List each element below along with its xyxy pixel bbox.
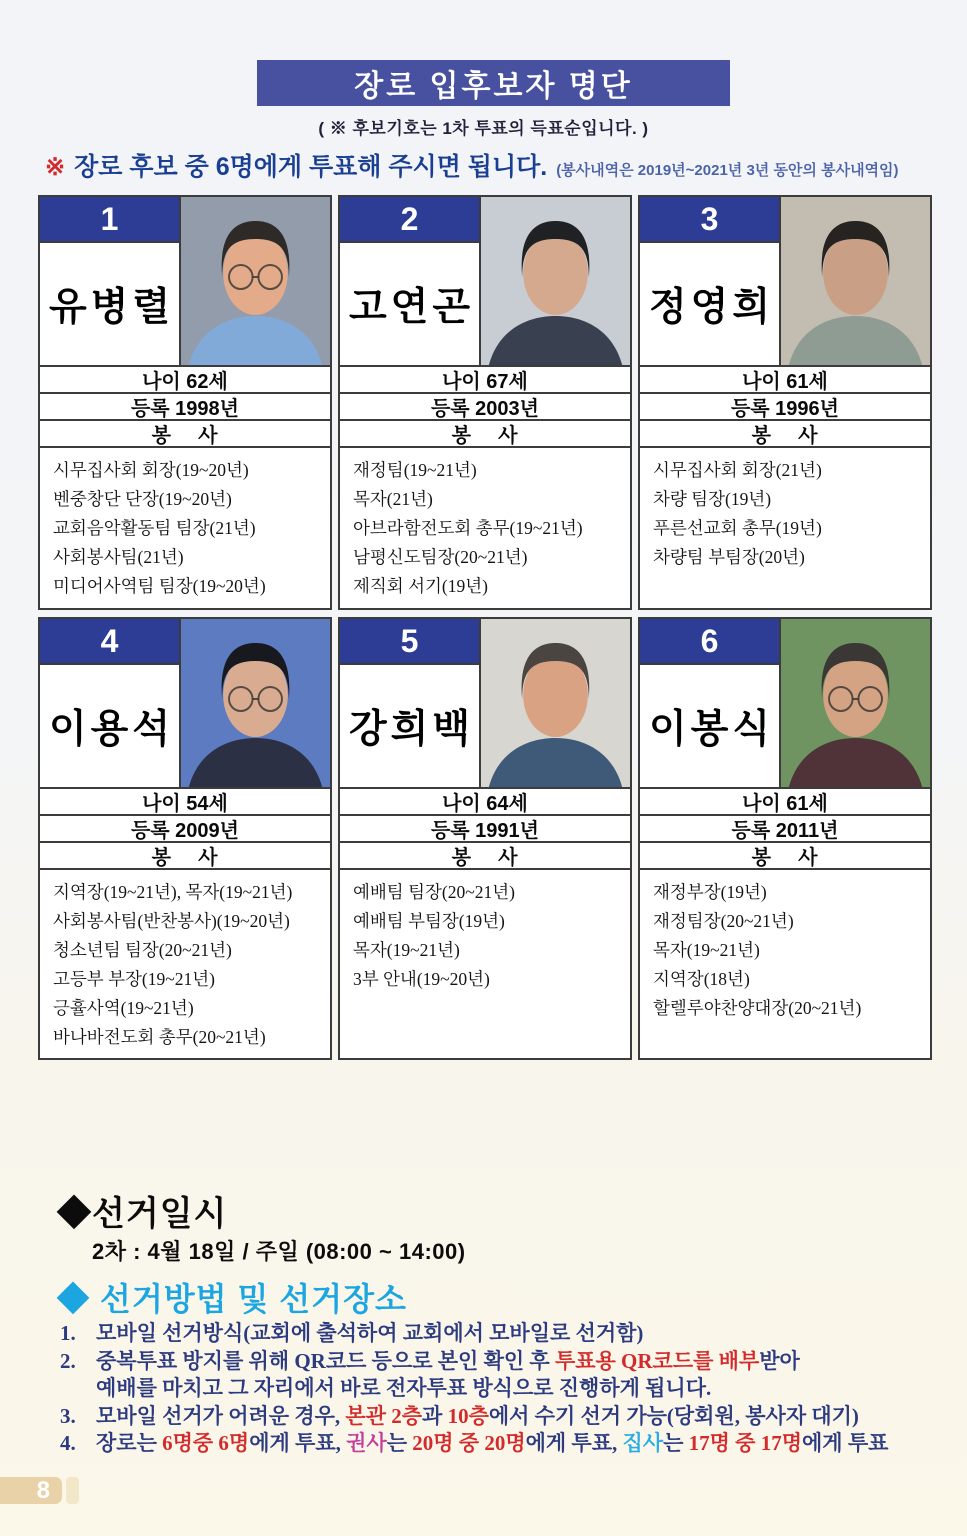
candidate-name: 유병렬 [48, 286, 175, 329]
candidate-photo [481, 197, 630, 365]
candidate-number: 3 [700, 200, 719, 237]
service-item: 지역장(19~21년), 목자(19~21년) [53, 882, 293, 902]
page-title: 장로 입후보자 명단 [354, 70, 633, 103]
service-header: 봉 사 [340, 841, 630, 868]
person-photo-placeholder-icon [181, 197, 330, 365]
candidate-registration: 등록 1996년 [640, 392, 930, 419]
note-line [60, 1403, 945, 1431]
voting-instruction [45, 147, 899, 183]
note-number: 3. [60, 1403, 76, 1428]
service-item: 교회음악활동팀 팀장(21년) [53, 518, 256, 538]
candidate-name: 이용석 [48, 708, 175, 751]
voting-instruction-text: 장로 후보 중 6명에게 투표해 주시면 됩니다. [74, 153, 548, 181]
note-text [96, 1430, 945, 1458]
service-header: 봉 사 [640, 419, 930, 446]
note-part: 모바일 선거방식(교회에 출석하여 교회에서 모바일로 선거함) [96, 1321, 644, 1345]
candidate-card-top [340, 197, 630, 365]
candidate-card [638, 617, 932, 1060]
service-item: 푸른선교회 총무(19년) [653, 518, 822, 538]
candidate-card-top [40, 619, 330, 787]
candidate-age: 나이 54세 [40, 787, 330, 814]
candidate-card [38, 195, 332, 610]
note-number: 1. [60, 1321, 76, 1345]
note-part: 받아 [759, 1348, 800, 1373]
candidate-registration: 등록 2003년 [340, 392, 630, 419]
service-item: 재정팀(19~21년) [353, 460, 477, 480]
note-part: 는 [386, 1431, 413, 1455]
election-schedule-detail: 2차 : 4월 18일 / 주일 (08:00 ~ 14:00) [92, 1239, 466, 1264]
service-item: 남평신도팀장(20~21년) [353, 547, 528, 567]
service-item: 아브라함전도회 총무(19~21년) [353, 518, 583, 538]
candidate-photo [481, 619, 630, 787]
candidate-card-top [640, 619, 930, 787]
service-item: 3부 안내(19~20년) [353, 969, 490, 989]
note-line [60, 1430, 945, 1458]
person-photo-placeholder-icon [781, 619, 930, 787]
candidate-number-box [340, 197, 479, 243]
person-photo-placeholder-icon [481, 619, 630, 787]
candidate-card [38, 617, 332, 1060]
candidate-photo [181, 197, 330, 365]
note-part: 장로는 [96, 1431, 163, 1455]
page-subtitle: ( ※ 후보기호는 1차 투표의 득표순입니다. ) [318, 119, 649, 138]
note-part: 예배를 마치고 그 자리에서 바로 전자투표 방식으로 진행하게 됩니다. [96, 1376, 712, 1400]
service-header: 봉 사 [640, 841, 930, 868]
candidate-name: 강희백 [348, 708, 475, 751]
note-text [96, 1403, 945, 1431]
candidate-number-box [340, 619, 479, 665]
note-part: 에게 투표, [249, 1431, 347, 1455]
candidate-photo [781, 197, 930, 365]
service-item: 시무집사회 회장(21년) [653, 460, 822, 480]
service-item: 할렐루야찬양대장(20~21년) [653, 998, 862, 1018]
candidate-registration: 등록 2011년 [640, 814, 930, 841]
candidate-card-left [640, 619, 781, 787]
note-line [60, 1320, 945, 1348]
note-part: 는 [663, 1431, 689, 1455]
service-item: 지역장(18년) [653, 969, 750, 989]
person-photo-placeholder-icon [781, 197, 930, 365]
service-item: 차량팀 부팀장(20년) [653, 547, 805, 567]
note-text [96, 1348, 945, 1376]
service-item: 청소년팀 팀장(20~21년) [53, 940, 232, 960]
note-part: 과 [422, 1403, 448, 1428]
candidate-number-box [40, 619, 179, 665]
candidate-card [338, 617, 632, 1060]
note-part: 권사 [346, 1431, 387, 1455]
note-line [60, 1375, 945, 1403]
candidate-card [638, 195, 932, 610]
candidate-number: 6 [700, 622, 719, 659]
candidate-photo [181, 619, 330, 787]
note-line [60, 1348, 945, 1376]
candidate-card-left [40, 619, 181, 787]
candidate-card-left [340, 197, 481, 365]
person-photo-placeholder-icon [481, 197, 630, 365]
note-part: 투표용 QR코드를 배부 [554, 1348, 760, 1373]
service-item: 재정팀장(20~21년) [653, 911, 794, 931]
note-part: 본관 2층 [345, 1403, 423, 1428]
note-part: 중복투표 방지를 위해 QR코드 등으로 본인 확인 후 [96, 1348, 555, 1373]
candidate-number-box [640, 197, 779, 243]
candidate-number: 5 [400, 622, 419, 659]
note-part: 10층 [447, 1403, 489, 1428]
service-item: 바나바전도회 총무(20~21년) [53, 1027, 266, 1047]
candidate-age: 나이 64세 [340, 787, 630, 814]
note-part: 6명중 6명 [162, 1431, 250, 1455]
candidate-age: 나이 67세 [340, 365, 630, 392]
candidate-name: 정영희 [648, 286, 775, 329]
note-number [60, 1375, 96, 1403]
candidate-registration: 등록 2009년 [40, 814, 330, 841]
service-item: 목자(19~21년) [653, 940, 760, 960]
service-item: 재정부장(19년) [653, 882, 767, 902]
candidate-card-top [40, 197, 330, 365]
candidate-age: 나이 61세 [640, 787, 930, 814]
note-text [96, 1375, 945, 1403]
candidate-number: 2 [400, 200, 419, 237]
candidate-card-top [640, 197, 930, 365]
candidate-grid [38, 195, 932, 1060]
service-item: 목자(21년) [353, 489, 433, 509]
asterisk-mark-icon: ※ [45, 154, 66, 181]
election-method-title: ◆ 선거방법 및 선거장소 [57, 1281, 407, 1317]
note-part: 집사 [622, 1431, 664, 1455]
service-list [640, 868, 930, 1030]
service-list [40, 868, 330, 1058]
note-part: 에게 투표 [802, 1431, 889, 1455]
service-item: 긍휼사역(19~21년) [53, 998, 194, 1018]
service-header: 봉 사 [40, 841, 330, 868]
candidate-name: 고연곤 [348, 286, 475, 329]
candidate-card-top [340, 619, 630, 787]
candidate-card-left [340, 619, 481, 787]
candidate-number-box [640, 619, 779, 665]
candidate-card-left [40, 197, 181, 365]
service-item: 고등부 부장(19~21년) [53, 969, 215, 989]
candidate-name: 이봉식 [648, 708, 775, 751]
candidate-number: 4 [100, 622, 119, 659]
candidate-card-left [640, 197, 781, 365]
page-title-banner [257, 60, 730, 106]
service-header: 봉 사 [340, 419, 630, 446]
diamond-icon: ◆ [57, 1195, 92, 1233]
service-header: 봉 사 [40, 419, 330, 446]
service-item: 시무집사회 회장(19~20년) [53, 460, 249, 480]
service-item: 제직회 서기(19년) [353, 576, 488, 596]
service-list [40, 446, 330, 608]
election-notes [60, 1320, 945, 1458]
service-item: 차량 팀장(19년) [653, 489, 772, 509]
page-number-tab [0, 1477, 62, 1504]
note-part: 20명 중 20명 [412, 1431, 526, 1455]
service-item: 사회봉사팀(21년) [53, 547, 184, 567]
page-tab-accent [66, 1477, 79, 1504]
note-part: 17명 중 17명 [688, 1431, 802, 1455]
candidate-age: 나이 62세 [40, 365, 330, 392]
service-list [340, 446, 630, 608]
service-list [640, 446, 930, 608]
service-item: 목자(19~21년) [353, 940, 460, 960]
note-part: 에서 수기 선거 가능(당회원, 봉사자 대기) [488, 1403, 859, 1428]
service-period-note: (봉사내역은 2019년~2021년 3년 동안의 봉사내역임) [556, 162, 899, 179]
note-text [96, 1320, 945, 1348]
service-item: 사회봉사팀(반찬봉사)(19~20년) [53, 911, 290, 931]
note-number: 4. [60, 1431, 76, 1455]
candidate-photo [781, 619, 930, 787]
candidate-number-box [40, 197, 179, 243]
candidate-registration: 등록 1991년 [340, 814, 630, 841]
candidate-age: 나이 61세 [640, 365, 930, 392]
service-list [340, 868, 630, 1030]
diamond-icon: ◆ [57, 1281, 91, 1317]
election-schedule-title: ◆선거일시 [57, 1195, 228, 1233]
candidate-number: 1 [100, 200, 119, 237]
service-item: 예배팀 팀장(20~21년) [353, 882, 515, 902]
candidate-registration: 등록 1998년 [40, 392, 330, 419]
candidate-card [338, 195, 632, 610]
note-number: 2. [60, 1348, 76, 1373]
service-item: 예배팀 부팀장(19년) [353, 911, 505, 931]
page-number: 8 [36, 1476, 50, 1504]
service-item: 미디어사역팀 팀장(19~20년) [53, 576, 266, 596]
service-item: 벤중창단 단장(19~20년) [53, 489, 232, 509]
note-part: 에게 투표, [525, 1431, 623, 1455]
note-part: 모바일 선거가 어려운 경우, [96, 1403, 346, 1428]
person-photo-placeholder-icon [181, 619, 330, 787]
